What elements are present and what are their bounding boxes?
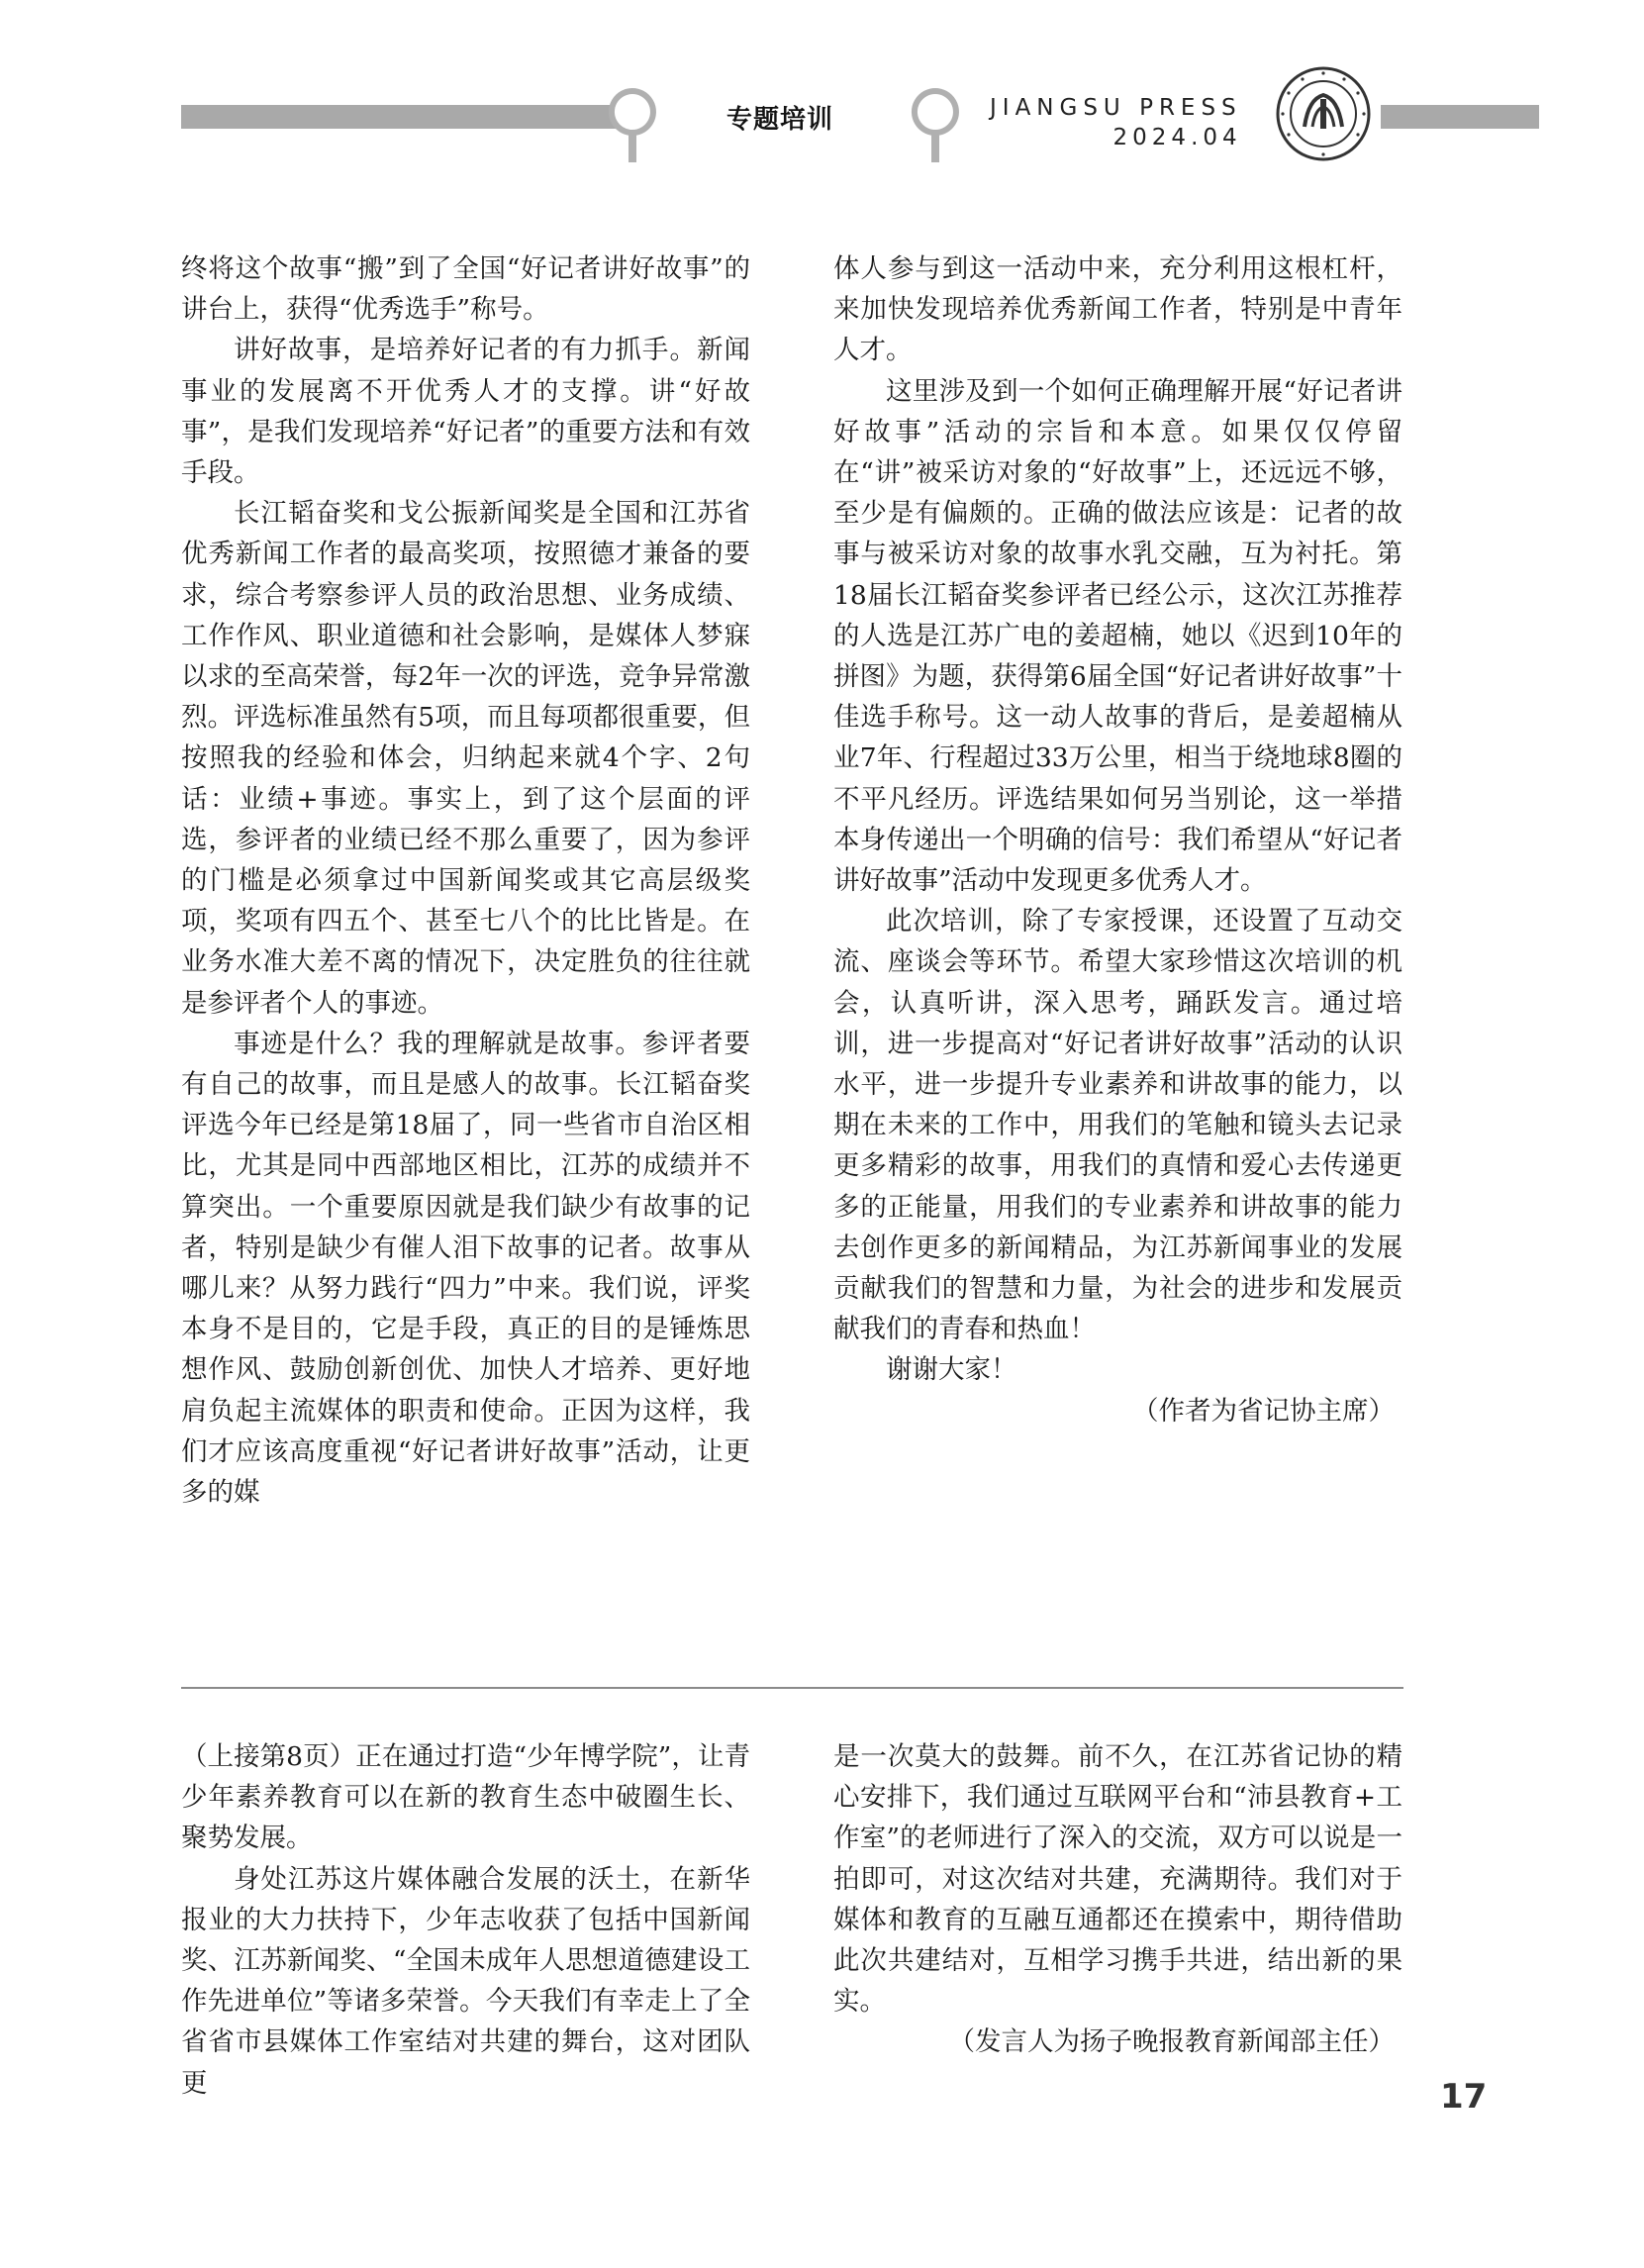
header-bar-right (1381, 105, 1539, 129)
journal-name: JIANGSU PRESS (990, 95, 1242, 121)
header-bar-left (181, 105, 641, 129)
paragraph: 此次培训，除了专家授课，还设置了互动交流、座谈会等环节。希望大家珍惜这次培训的机会，认真听讲，深入思考，踊跃发言。通过培训，进一步提高对“好记者讲好故事”活动的认识水平，进一步提升专业素养和讲故事的能力，以期在未来的工作中，用我们的笔触和镜头去记录更多精彩的故事，用我们的真情和爱心去传递更多的正能量，用我们的专业素养和讲故事的能力去创作更多的新闻精品，为江苏新闻事业的发展贡献我们的智慧和力量，为社会的进步和发展贡献我们的青春和热血！ (833, 906, 1402, 1345)
paragraph: 讲好故事，是培养好记者的有力抓手。新闻事业的发展离不开优秀人才的支撑。讲“好故事”，是我们发现培养“好记者”的重要方法和有效手段。 (181, 335, 750, 489)
paragraph: 身处江苏这片媒体融合发展的沃土，在新华报业的大力扶持下，少年志收获了包括中国新闻奖、江苏新闻奖、“全国未成年人思想道德建设工作先进单位”等诸多荣誉。今天我们有幸走上了全省省市县媒体工作室结对共建的舞台，这对团队更 (181, 1863, 750, 2099)
map-pin-icon (909, 87, 962, 166)
journal-brand (990, 93, 1242, 152)
paragraph: 长江韬奋奖和戈公振新闻奖是全国和江苏省优秀新闻工作者的最高奖项，按照德才兼备的要求，综合考察参评人员的政治思想、业务成绩、工作作风、职业道德和社会影响，是媒体人梦寐以求的至高荣誉，每2年一次的评选，竞争异常激烈。评选标准虽然有5项，而且每项都很重要，但按照我的经验和体会，归纳起来就4个字、2句话：业绩+事迹。事实上，到了这个层面的评选，参评者的业绩已经不那么重要了，因为参评的门槛是必须拿过中国新闻奖或其它高层级奖项，奖项有四五个、甚至七八个的比比皆是。在业务水准大差不离的情况下，决定胜负的往往就是参评者个人的事迹。 (181, 498, 750, 1019)
issue-number: 2024.04 (1112, 125, 1242, 150)
page-number: 17 (1440, 2077, 1488, 2117)
continued-article-column-2 (833, 1736, 1402, 2063)
paragraph: 事迹是什么？我的理解就是故事。参评者要有自己的故事，而且是感人的故事。长江韬奋奖评选今年已经是第18届了，同一些省市自治区相比，尤其是同中西部地区相比，江苏的成绩并不算突出。一个重要原因就是我们缺少有故事的记者，特别是缺少有催人泪下故事的记者。故事从哪儿来？从努力践行“四力”中来。我们说，评奖本身不是目的，它是手段，真正的目的是锤炼思想作风、鼓励创新创优、加快人才培养、更好地肩负起主流媒体的职责和使命。正因为这样，我们才应该高度重视“好记者讲好故事”活动，让更多的媒 (181, 1028, 750, 1509)
article-column-2 (833, 248, 1402, 1431)
paragraph: 谢谢大家！ (886, 1354, 1017, 1386)
map-pin-icon (606, 87, 659, 166)
section-title: 专题培训 (726, 105, 834, 135)
paragraph: 这里涉及到一个如何正确理解开展“好记者讲好故事”活动的宗旨和本意。如果仅仅停留在“讲”被采访对象的“好故事”上，还远远不够，至少是有偏颇的。正确的做法应该是：记者的故事与被采访对象的故事水乳交融，互为衬托。第18届长江韬奋奖参评者已经公示，这次江苏推荐的人选是江苏广电的姜超楠，她以《迟到10年的拼图》为题，获得第6届全国“好记者讲好故事”十佳选手称号。这一动人故事的背后，是姜超楠从业7年、行程超过33万公里，相当于绕地球8圈的不平凡经历。评选结果如何另当别论，这一举措本身传递出一个明确的信号：我们希望从“好记者讲好故事”活动中发现更多优秀人才。 (833, 375, 1402, 897)
continued-article-column-1 (181, 1736, 750, 2104)
section-divider (181, 1687, 1403, 1689)
paragraph: （上接第8页）正在通过打造“少年博学院”，让青少年素养教育可以在新的教育生态中破圈生长、聚势发展。 (181, 1741, 750, 1854)
association-seal-logo (1275, 65, 1372, 162)
paragraph: 体人参与到这一活动中来，充分利用这根杠杆，来加快发现培养优秀新闻工作者，特别是中青年人才。 (833, 253, 1402, 366)
paragraph: 是一次莫大的鼓舞。前不久，在江苏省记协的精心安排下，我们通过互联网平台和“沛县教育+工作室”的老师进行了深入的交流，双方可以说是一拍即可，对这次结对共建，充满期待。我们对于媒体和教育的互融互通都还在摸索中，期待借助此次共建结对，互相学习携手共进，结出新的果实。 (833, 1741, 1402, 2018)
article-column-1 (181, 248, 750, 1513)
speaker-note: （发言人为扬子晚报教育新闻部主任） (948, 2026, 1395, 2058)
author-note: （作者为省记协主席） (1132, 1395, 1395, 1427)
paragraph: 终将这个故事“搬”到了全国“好记者讲好故事”的讲台上，获得“优秀选手”称号。 (181, 253, 750, 326)
